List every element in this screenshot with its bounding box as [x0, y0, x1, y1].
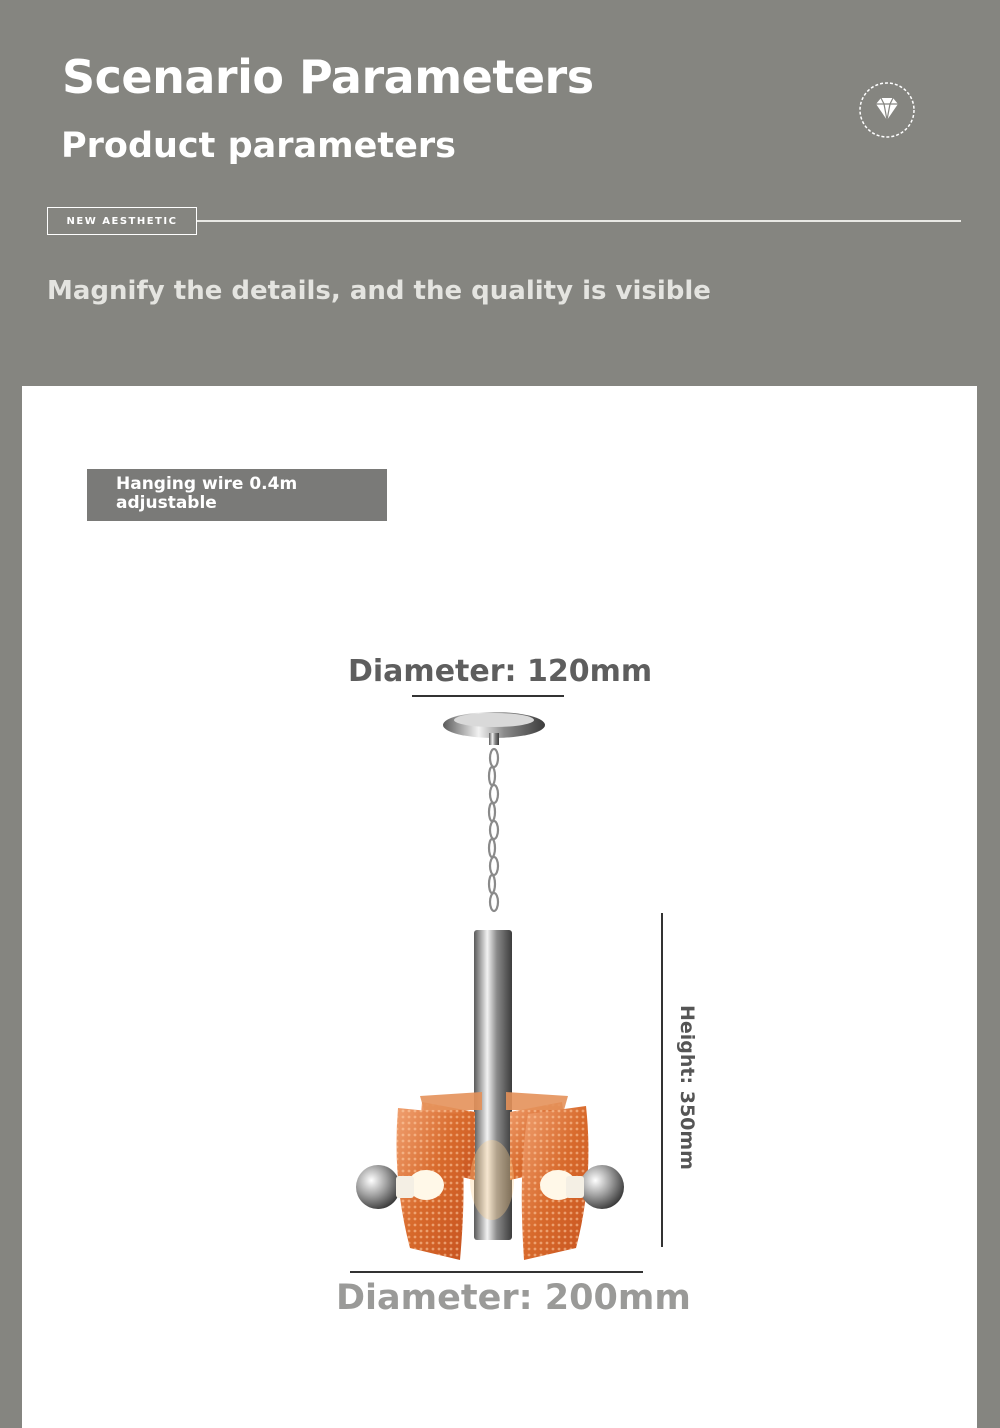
- height-label: Height: 350mm: [676, 1005, 698, 1170]
- top-diameter-label: Diameter: 120mm: [348, 654, 653, 689]
- page-subtitle: Product parameters: [61, 126, 456, 166]
- header-banner: [0, 0, 1000, 386]
- divider-line: [197, 220, 961, 222]
- diamond-icon: [858, 81, 916, 139]
- top-diameter-line: [412, 695, 564, 697]
- new-aesthetic-tag: NEW AESTHETIC: [47, 207, 197, 235]
- tagline: Magnify the details, and the quality is visible: [47, 276, 711, 306]
- height-dimension-line: [661, 913, 663, 1247]
- wire-label-line2: adjustable: [116, 493, 217, 513]
- bottom-diameter-label: Diameter: 200mm: [336, 1278, 691, 1318]
- hanging-wire-label: [87, 469, 387, 521]
- page-title: Scenario Parameters: [62, 50, 594, 104]
- wire-label-line1: Hanging wire 0.4m: [116, 474, 298, 494]
- pendant-lamp-illustration: [340, 700, 640, 1265]
- bottom-diameter-line: [350, 1271, 643, 1273]
